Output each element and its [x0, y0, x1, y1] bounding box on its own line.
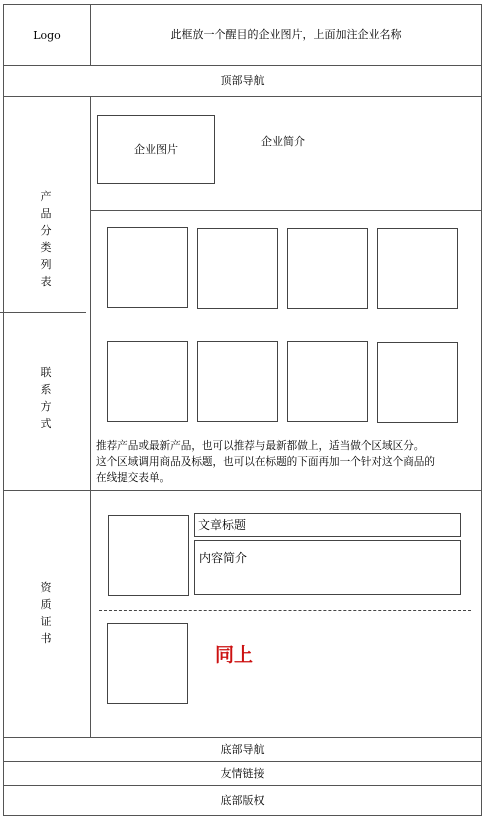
product-note-line: 在线提交表单。	[96, 472, 171, 484]
header-banner	[91, 5, 481, 65]
product-box[interactable]	[107, 227, 188, 308]
top-nav-label: 顶部导航	[220, 74, 265, 87]
top-nav-bottom-line	[3, 96, 482, 97]
product-box[interactable]	[197, 228, 278, 309]
article-title-box[interactable]	[194, 513, 461, 537]
product-box[interactable]	[107, 341, 188, 422]
same-as-above-label: 同上	[215, 644, 254, 666]
friend-links[interactable]	[4, 762, 481, 785]
top-nav[interactable]	[4, 66, 481, 96]
copyright-bar	[4, 786, 481, 815]
frame-bottom-border	[3, 815, 482, 816]
article-title-label: 文章标题	[198, 518, 247, 532]
article-thumbnail[interactable]	[108, 515, 189, 596]
product-note	[96, 438, 478, 486]
product-box[interactable]	[377, 228, 458, 309]
sidebar-certificates-label[interactable]: 资质证书	[40, 581, 52, 645]
article-content-box	[194, 540, 461, 595]
products-bottom-line	[3, 490, 482, 491]
product-note-line: 这个区域调用商品及标题，也可以在标题的下面再加一个针对这个商品的	[96, 456, 435, 468]
intro-bottom-line	[90, 210, 482, 211]
sidebar-separator	[0, 312, 86, 313]
product-note-line: 推荐产品或最新产品，也可以推荐与最新都做上，适当做个区域区分。	[96, 440, 425, 452]
logo-cell	[4, 5, 90, 65]
article-dashed-separator	[99, 610, 471, 611]
product-box[interactable]	[377, 342, 458, 423]
bottom-nav[interactable]	[4, 738, 481, 761]
friend-links-label: 友情链接	[220, 766, 265, 780]
product-box[interactable]	[287, 341, 368, 422]
frame-left-border	[3, 4, 4, 816]
article-thumbnail-2[interactable]	[107, 623, 188, 704]
company-summary-label: 企业简介	[261, 135, 305, 148]
sidebar-divider	[90, 96, 91, 737]
banner-text: 此框放一个醒目的企业图片，上面加注企业名称	[170, 28, 402, 41]
sidebar-categories-label[interactable]: 产品分类列表	[40, 190, 52, 288]
company-image-box	[97, 115, 215, 184]
logo-label: Logo	[33, 28, 61, 42]
sidebar-contact-label[interactable]: 联系方式	[40, 366, 52, 430]
article-content-label: 内容简介	[199, 551, 248, 565]
bottom-nav-label: 底部导航	[220, 742, 265, 756]
product-box[interactable]	[197, 341, 278, 422]
frame-right-border	[481, 4, 482, 816]
company-image-label: 企业图片	[134, 142, 178, 156]
copyright-label: 底部版权	[220, 793, 265, 807]
product-box[interactable]	[287, 228, 368, 309]
